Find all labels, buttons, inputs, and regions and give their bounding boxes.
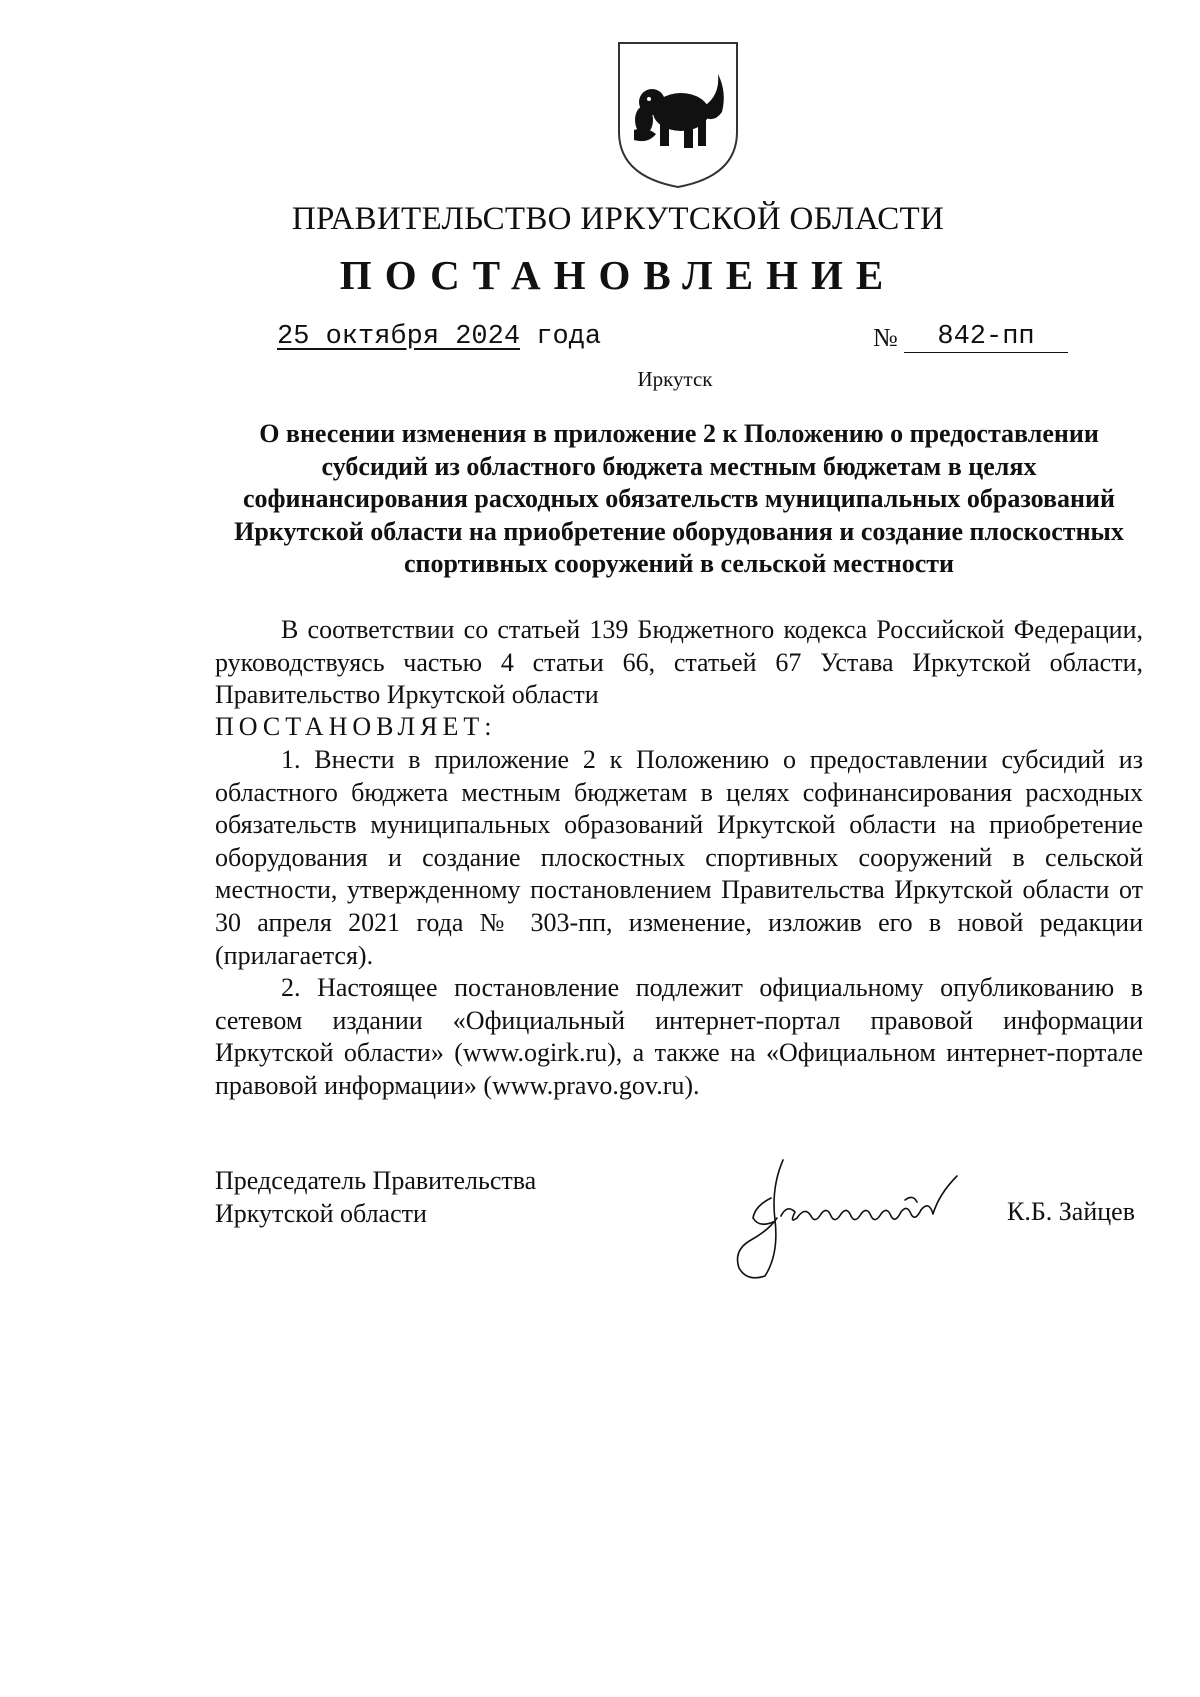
- decree-item: 2. Настоящее постановление подлежит официальному опубликованию в сетевом издании «Официальный интернет-портал правовой информации Иркутской области» (www.ogirk.ru), а также на «Официальном интернет-портале правовой информации» (www.pravo.gov.ru).: [215, 973, 1143, 1100]
- date-suffix: года: [536, 322, 602, 352]
- decree-items: [215, 744, 1143, 1103]
- document-subject: О внесении изменения в приложение 2 к Положению о предоставлении субсидий из областного бюджета местным бюджетам в целях софинансирования расходных обязательств муниципальных образований Иркутской области на приобретение оборудования и создание плоскостных спортивных сооружений в сельской местности: [234, 419, 1124, 578]
- decree-word: ПОСТАНОВЛЯЕТ:: [215, 712, 497, 741]
- decree-item: 1. Внести в приложение 2 к Положению о предоставлении субсидий из областного бюджета местным бюджетам в целях софинансирования расходных обязательств муниципальных образований Иркутской области на приобретение оборудования и создание плоскостных спортивных сооружений в сельской местности, утвержденному постановлением Правительства Иркутской области от 30 апреля 2021 года № 303-пп, изменение, изложив его в новой редакции (прилагается).: [215, 745, 1143, 970]
- preamble: [215, 614, 1143, 712]
- preamble-text: В соответствии со статьей 139 Бюджетного кодекса Российской Федерации, руководствуясь частью 4 статьи 66, статьей 67 Устава Иркутской области, Правительство Иркутской области: [215, 615, 1143, 710]
- signer-position-line: Председатель Правительства: [215, 1166, 537, 1195]
- government-title: ПРАВИТЕЛЬСТВО ИРКУТСКОЙ ОБЛАСТИ: [291, 201, 945, 237]
- signature-image: [725, 1150, 995, 1285]
- signer-position-line: Иркутской области: [215, 1199, 427, 1228]
- signer-name: К.Б. Зайцев: [1007, 1197, 1135, 1226]
- date-value: 25 октября 2024: [277, 322, 521, 352]
- document-date: [277, 322, 601, 352]
- number-sign: №: [873, 323, 898, 352]
- coat-of-arms-icon: [616, 40, 740, 190]
- signer-position: [215, 1164, 536, 1230]
- document-type: ПОСТАНОВЛЕНИЕ: [339, 252, 897, 298]
- city: Иркутск: [637, 367, 713, 391]
- document-number: 842-пп: [904, 322, 1068, 353]
